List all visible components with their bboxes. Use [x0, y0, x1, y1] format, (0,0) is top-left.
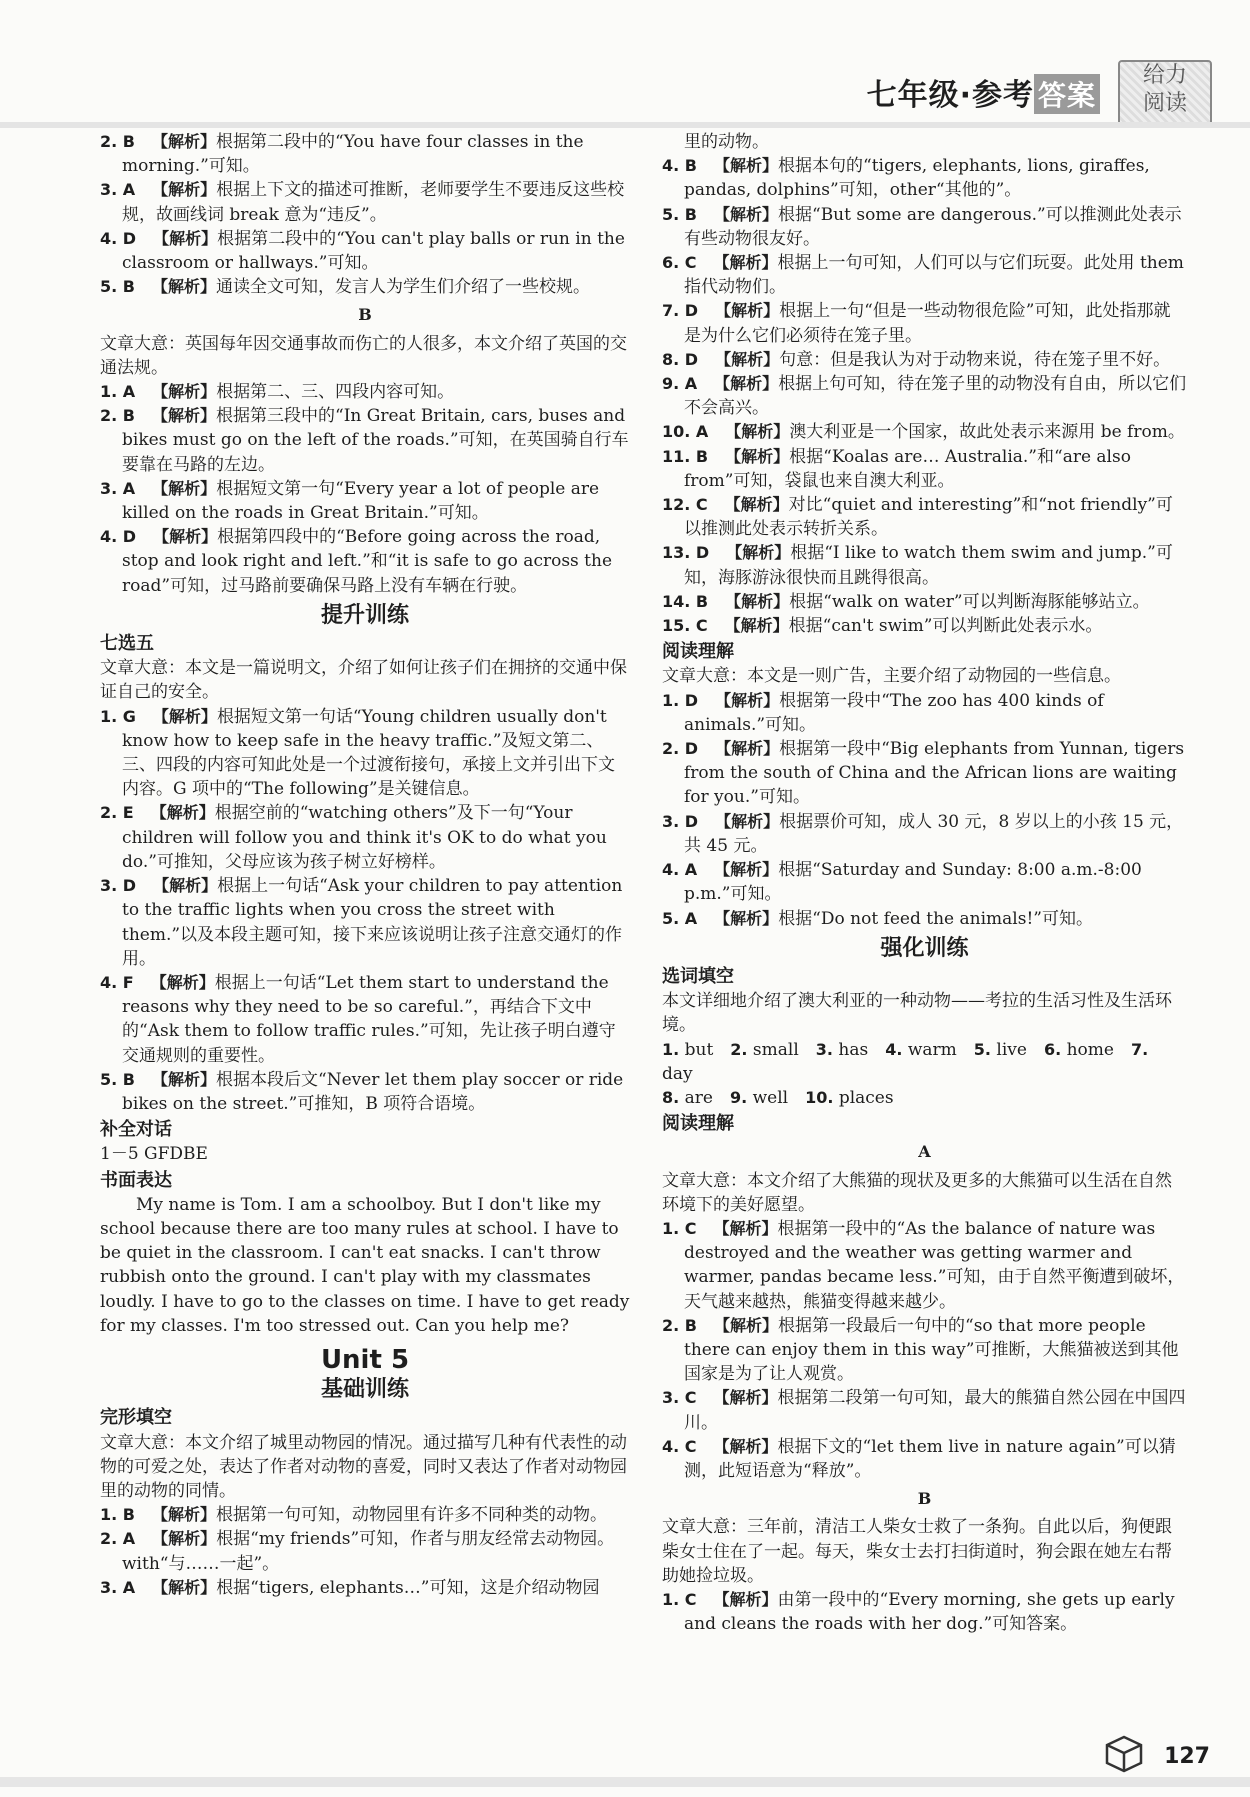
- answer-number: 3. D: [100, 876, 137, 896]
- answer-item: [100, 404, 630, 477]
- answer-number: 6. C: [662, 253, 697, 273]
- answer-number: 10. A: [662, 422, 709, 442]
- analysis-tag: 【解析】: [714, 374, 779, 394]
- passage-label: A: [918, 1142, 931, 1162]
- analysis-tag: 【解析】: [152, 1529, 217, 1549]
- answer-item: [100, 227, 630, 275]
- subsection-heading: 补全对话: [100, 1119, 172, 1141]
- analysis-text: 根据第一句可知，动物园里有许多不同种类的动物。: [216, 1505, 607, 1526]
- unit-title: Unit 5: [320, 1344, 410, 1375]
- answer-number: 3. A: [100, 180, 136, 200]
- fill-word: live: [996, 1039, 1027, 1060]
- answer-item: [662, 445, 1187, 493]
- answer-item: [662, 1386, 1187, 1434]
- page-number: 127: [1164, 1744, 1210, 1769]
- sample-essay: My name is Tom. I am a schoolboy. But I don't like my school because there are too many rules at school. I have to be quiet in the classroom. I can't eat snacks. I can't throw rubbish onto the ground. I can't play with my classmates loudly. I have to go to the classes on time. I have to get ready for my classes. I'm too stressed out. Can you help me?: [100, 1194, 630, 1336]
- answer-item: [100, 1527, 630, 1575]
- analysis-tag: 【解析】: [153, 527, 218, 547]
- analysis-text: 根据短文第一句“Every year a lot of people are killed on the roads in Great Britain.”可知。: [122, 478, 600, 524]
- answer-number: 2. B: [100, 132, 135, 151]
- answer-item: [662, 372, 1187, 420]
- analysis-tag: 【解析】: [725, 591, 790, 611]
- answer-number: 11. B: [662, 446, 709, 466]
- analysis-text: 根据第一段中“The zoo has 400 kinds of animals.”可知。: [684, 690, 1104, 735]
- analysis-text: 根据上一句“但是一些动物很危险”可知，此处指那就是为什么它们必须待在笼子里。: [684, 301, 1171, 346]
- answer-number: 13. D: [662, 543, 710, 563]
- answer-number: 1. C: [662, 1589, 697, 1609]
- analysis-tag: 【解析】: [150, 803, 215, 823]
- fill-answers-row: [662, 1038, 1187, 1086]
- answer-item: [100, 275, 630, 299]
- brand-logo: [1118, 60, 1212, 126]
- analysis-text: 根据上下文的描述可推断，老师要学生不要违反这些校规，故画线词 break 意为“违反”。: [122, 180, 625, 225]
- answer-list: [662, 1588, 1187, 1636]
- analysis-text: 根据“tigers, elephants…”可知，这是介绍动物园: [216, 1577, 600, 1598]
- logo-line-1: 给力: [1142, 63, 1187, 88]
- answer-number: 2. D: [662, 739, 699, 759]
- answer-item: [662, 907, 1187, 931]
- analysis-tag: 【解析】: [715, 690, 780, 710]
- passage-summary: 本文详细地介绍了澳大利亚的一种动物——考拉的生活习性及生活环境。: [662, 991, 1172, 1036]
- analysis-tag: 【解析】: [151, 277, 216, 297]
- answer-number: 12. C: [662, 495, 708, 515]
- answer-list: [662, 1217, 1187, 1483]
- fill-number: 10.: [805, 1087, 834, 1107]
- passage-summary: 文章大意：本文介绍了大熊猫的现状及更多的大熊猫可以生活在自然环境下的美好愿望。: [662, 1170, 1172, 1215]
- answer-item: [662, 737, 1187, 810]
- answer-item: [662, 1588, 1187, 1636]
- fill-word: home: [1066, 1039, 1114, 1060]
- analysis-text: 根据“my friends”可知，作者与朋友经常去动物园。with“与……一起”。: [122, 1529, 615, 1574]
- analysis-text: 根据“I like to watch them swim and jump.”可知，海豚游泳很快而且跳得很高。: [684, 543, 1173, 588]
- answer-item: [100, 1503, 630, 1527]
- analysis-tag: 【解析】: [152, 382, 217, 402]
- answer-number: 4. D: [100, 527, 137, 547]
- answer-item: [662, 1217, 1187, 1314]
- left-column: [100, 130, 630, 1600]
- answer-number: 5. A: [662, 908, 698, 928]
- footer-bar: [0, 1777, 1250, 1787]
- analysis-tag: 【解析】: [726, 543, 791, 563]
- answer-item: [100, 477, 630, 525]
- section-heading: 提升训练: [320, 602, 409, 628]
- answer-number: 3. D: [662, 811, 699, 831]
- answer-number: 1. A: [100, 382, 136, 402]
- answer-number: 1. D: [662, 690, 699, 710]
- answer-item: [662, 299, 1187, 347]
- page-header: [0, 0, 1250, 130]
- logo-line-2: 阅读: [1142, 91, 1187, 116]
- answer-tag: 答案: [1034, 74, 1100, 114]
- analysis-tag: 【解析】: [725, 422, 790, 442]
- answer-number: 5. B: [100, 1069, 135, 1089]
- answer-number: 4. A: [662, 860, 698, 880]
- analysis-text: 根据上一句话“Ask your children to pay attention to the traffic lights when you cross the street with them.”以及本段主题可知，接下来应该说明让孩子注意交通灯的作用。: [122, 876, 623, 969]
- header-title-text: 七年级·参考: [866, 78, 1034, 113]
- fill-number: 2.: [730, 1039, 748, 1059]
- analysis-tag: 【解析】: [151, 406, 216, 426]
- continued-text: 里的动物。: [684, 132, 769, 152]
- answer-number: 8. D: [662, 349, 699, 369]
- analysis-text: 根据第一段中的“As the balance of nature was destroyed and the weather was getting warmer and warmer, pandas became less.”可知，由于自然平衡遭到破坏，天气越来越热，熊猫变得越来越少。: [684, 1218, 1185, 1312]
- analysis-tag: 【解析】: [715, 811, 780, 831]
- answer-item: [662, 203, 1187, 251]
- analysis-tag: 【解析】: [713, 204, 778, 224]
- analysis-tag: 【解析】: [151, 1069, 216, 1089]
- analysis-tag: 【解析】: [713, 1436, 778, 1456]
- answer-item: [100, 178, 630, 226]
- fill-answers-row: [662, 1086, 1187, 1110]
- answer-item: [100, 971, 630, 1068]
- analysis-text: 根据本句的“tigers, elephants, lions, giraffes, pandas, dolphins”可知，other“其他的”。: [684, 156, 1150, 201]
- answer-list: [662, 154, 1187, 638]
- analysis-text: 通读全文可知，发言人为学生们介绍了一些校规。: [216, 277, 590, 298]
- analysis-tag: 【解析】: [724, 495, 789, 515]
- subsection-heading: 完形填空: [100, 1407, 172, 1429]
- answer-number: 2. B: [662, 1315, 697, 1335]
- analysis-text: 根据第一段最后一句中的“so that more people there can enjoy them in this way”可推断，大熊猫被送到其他国家是为了让人观赏。: [684, 1315, 1179, 1385]
- answer-item: [100, 380, 630, 404]
- answer-item: [662, 858, 1187, 906]
- section-heading: 强化训练: [880, 935, 969, 961]
- analysis-tag: 【解析】: [713, 1388, 778, 1408]
- passage-summary: 文章大意：英国每年因交通事故而伤亡的人很多，本文介绍了英国的交通法规。: [100, 333, 627, 378]
- subsection-heading: 阅读理解: [662, 1113, 734, 1135]
- fill-word: places: [838, 1087, 894, 1108]
- cube-icon: [1103, 1733, 1145, 1775]
- analysis-text: 根据票价可知，成人 30 元，8 岁以上的小孩 15 元，共 45 元。: [684, 811, 1184, 856]
- passage-summary: 文章大意：本文是一则广告，主要介绍了动物园的一些信息。: [662, 666, 1121, 687]
- fill-number: 8.: [662, 1087, 680, 1107]
- answer-item: [662, 590, 1187, 614]
- analysis-tag: 【解析】: [153, 876, 218, 896]
- answer-item: [662, 154, 1187, 202]
- analysis-tag: 【解析】: [714, 860, 779, 880]
- fill-number: 3.: [815, 1039, 833, 1059]
- analysis-text: 根据第一段中“Big elephants from Yunnan, tigers from the south of China and the African lions are waiting for you.”可知。: [684, 739, 1185, 808]
- answer-number: 7. D: [662, 301, 699, 321]
- analysis-text: 根据上句可知，待在笼子里的动物没有自由，所以它们不会高兴。: [684, 374, 1187, 419]
- analysis-text: 根据“But some are dangerous.”可以推测此处表示有些动物很友好。: [684, 204, 1182, 249]
- answer-item: [100, 1576, 630, 1600]
- answer-number: 5. B: [662, 204, 697, 224]
- fill-word: has: [838, 1039, 869, 1060]
- analysis-tag: 【解析】: [713, 253, 778, 273]
- analysis-text: 由第一段中的“Every morning, she gets up early and cleans the roads with her dog.”可知答案。: [684, 1589, 1175, 1635]
- analysis-text: 根据第二段第一句可知，最大的熊猫自然公园在中国四川。: [684, 1388, 1186, 1433]
- answer-number: 14. B: [662, 591, 709, 611]
- analysis-tag: 【解析】: [715, 301, 780, 321]
- answer-number: 4. C: [662, 1436, 697, 1456]
- answer-item: [100, 130, 630, 178]
- answer-item: [100, 705, 630, 802]
- answer-number: 4. B: [662, 156, 697, 176]
- answer-list: [100, 705, 630, 1116]
- analysis-tag: 【解析】: [713, 1589, 778, 1609]
- analysis-text: 句意：但是我认为对于动物来说，待在笼子里不好。: [779, 349, 1171, 370]
- fill-number: 6.: [1043, 1039, 1062, 1059]
- analysis-text: 对比“quiet and interesting”和“not friendly”可以推测此处表示转折关系。: [684, 495, 1173, 540]
- fill-number: 9.: [729, 1087, 748, 1107]
- analysis-text: 根据“walk on water”可以判断海豚能够站立。: [789, 591, 1150, 612]
- analysis-text: 根据“Saturday and Sunday: 8:00 a.m.-8:00 p.m.”可知。: [684, 860, 1142, 905]
- analysis-text: 根据空前的“watching others”及下一句“Your children will follow you and think it's OK to do what you do.”可推知，父母应该为孩子树立好榜样。: [122, 803, 607, 872]
- fill-word: day: [662, 1063, 693, 1084]
- answer-number: 1. C: [662, 1218, 697, 1238]
- subsection-heading: 书面表达: [100, 1169, 172, 1191]
- analysis-tag: 【解析】: [715, 739, 780, 759]
- subsection-heading: 阅读理解: [662, 641, 734, 663]
- passage-summary: 文章大意：本文是一篇说明文，介绍了如何让孩子们在拥挤的交通中保证自己的安全。: [100, 658, 627, 703]
- passage-label: B: [917, 1489, 932, 1509]
- analysis-text: 根据第二、三、四段内容可知。: [216, 382, 455, 403]
- subsection-heading: 七选五: [100, 633, 154, 655]
- fill-word: but: [684, 1039, 714, 1060]
- analysis-text: 根据下文的“let them live in nature again”可以猜测，此短语意为“释放”。: [684, 1436, 1176, 1481]
- analysis-tag: 【解析】: [713, 1315, 778, 1335]
- answer-list: [100, 1503, 630, 1600]
- analysis-tag: 【解析】: [152, 180, 217, 200]
- analysis-text: 根据“Do not feed the animals!”可知。: [778, 908, 1093, 929]
- fill-number: 4.: [885, 1039, 903, 1059]
- analysis-tag: 【解析】: [152, 706, 217, 726]
- analysis-text: 根据第二段中的“You have four classes in the morning.”可知。: [122, 132, 584, 177]
- analysis-tag: 【解析】: [152, 1577, 217, 1597]
- answer-number: 15. C: [662, 616, 708, 636]
- answer-item: [662, 810, 1187, 858]
- answer-item: [662, 1314, 1187, 1387]
- fill-word: are: [684, 1087, 713, 1108]
- answer-list: [662, 689, 1187, 931]
- answer-number: 3. C: [662, 1388, 697, 1408]
- analysis-text: 根据第二段中的“You can't play balls or run in the classroom or hallways.”可知。: [122, 228, 625, 274]
- analysis-text: 根据第四段中的“Before going across the road, stop and look right and left.”和“it is safe to go across the road”可知，过马路前要确保马路上没有车辆在行驶。: [122, 527, 613, 596]
- answer-item: [662, 541, 1187, 589]
- answer-item: [662, 251, 1187, 299]
- answer-number: 5. B: [100, 277, 135, 297]
- analysis-tag: 【解析】: [724, 616, 789, 636]
- analysis-text: 根据本段后文“Never let them play soccer or ride bikes on the street.”可推知，B 项符合语境。: [122, 1069, 624, 1114]
- analysis-text: 根据第三段中的“In Great Britain, cars, buses and bikes must go on the left of the roads.”可知，在英国骑自行车要靠在马路的左边。: [122, 406, 629, 475]
- fill-number: 5.: [973, 1039, 991, 1059]
- analysis-tag: 【解析】: [150, 972, 215, 992]
- answer-number: 3. A: [100, 478, 136, 498]
- analysis-tag: 【解析】: [152, 478, 217, 498]
- analysis-text: 根据上一句话“Let them start to understand the reasons why they need to be so careful.”，再结合下文中的“Ask them to follow traffic rules.”可知，先让孩子明白遵守交通规则的重要性。: [122, 972, 616, 1066]
- fill-word: small: [752, 1039, 799, 1060]
- answer-number: 1. B: [100, 1505, 135, 1525]
- analysis-text: 澳大利亚是一个国家，故此处表示来源用 be from。: [789, 422, 1185, 443]
- dialogue-answer: 1－5 GFDBE: [100, 1144, 208, 1165]
- analysis-tag: 【解析】: [151, 1505, 216, 1525]
- header-title: [867, 70, 1100, 114]
- answer-item: [662, 420, 1187, 444]
- passage-summary: 文章大意：本文介绍了城里动物园的情况。通过描写几种有代表性的动物的可爱之处，表达了作者对动物的喜爱，同时又表达了作者对动物园里的动物的同情。: [100, 1432, 627, 1501]
- fill-word: warm: [907, 1039, 957, 1060]
- answer-item: [100, 801, 630, 874]
- section-heading: 基础训练: [320, 1377, 409, 1403]
- answer-number: 4. D: [100, 228, 137, 248]
- answer-item: [662, 1435, 1187, 1483]
- passage-summary: 文章大意：三年前，清洁工人柴女士救了一条狗。自此以后，狗便跟柴女士住在了一起。每天，柴女士去打扫街道时，狗会跟在她左右帮助她捡垃圾。: [662, 1517, 1172, 1586]
- answer-number: 2. A: [100, 1529, 136, 1549]
- fill-word: well: [752, 1087, 789, 1108]
- fill-number: 7.: [1130, 1039, 1149, 1059]
- answer-list: [100, 380, 630, 598]
- answer-item: [100, 525, 630, 598]
- analysis-text: 根据“can't swim”可以判断此处表示水。: [788, 616, 1103, 637]
- answer-list: [100, 130, 630, 299]
- analysis-tag: 【解析】: [715, 349, 780, 369]
- passage-label: B: [358, 305, 372, 325]
- analysis-tag: 【解析】: [725, 446, 790, 466]
- analysis-tag: 【解析】: [713, 156, 778, 176]
- answer-number: 2. B: [100, 406, 135, 426]
- answer-number: 2. E: [100, 803, 134, 823]
- analysis-tag: 【解析】: [713, 1218, 778, 1238]
- answer-number: 9. A: [662, 374, 698, 394]
- answer-item: [662, 348, 1187, 372]
- analysis-tag: 【解析】: [151, 132, 216, 151]
- right-column: [662, 130, 1187, 1636]
- analysis-text: 根据短文第一句话“Young children usually don't know how to keep safe in the heavy traffic.”及短文第二、三、四段的内容可知此处是一个过渡衔接句，承接上文并引出下文内容。G 项中的“The following”是关键信息。: [122, 706, 615, 800]
- analysis-tag: 【解析】: [714, 908, 779, 928]
- answer-item: [662, 493, 1187, 541]
- header-divider: [0, 122, 1250, 128]
- answer-item: [100, 1068, 630, 1116]
- answer-item: [662, 614, 1187, 638]
- answer-number: 1. G: [100, 706, 136, 726]
- subsection-heading: 选词填空: [662, 965, 734, 987]
- answer-item: [662, 689, 1187, 737]
- analysis-text: 根据“Koalas are… Australia.”和“are also from”可知，袋鼠也来自澳大利亚。: [684, 446, 1131, 491]
- answer-number: 3. A: [100, 1577, 136, 1597]
- fill-number: 1.: [662, 1039, 680, 1059]
- answer-item: [100, 874, 630, 971]
- analysis-tag: 【解析】: [153, 228, 218, 248]
- answer-number: 4. F: [100, 972, 134, 992]
- analysis-text: 根据上一句可知，人们可以与它们玩耍。此处用 them 指代动物们。: [684, 253, 1184, 298]
